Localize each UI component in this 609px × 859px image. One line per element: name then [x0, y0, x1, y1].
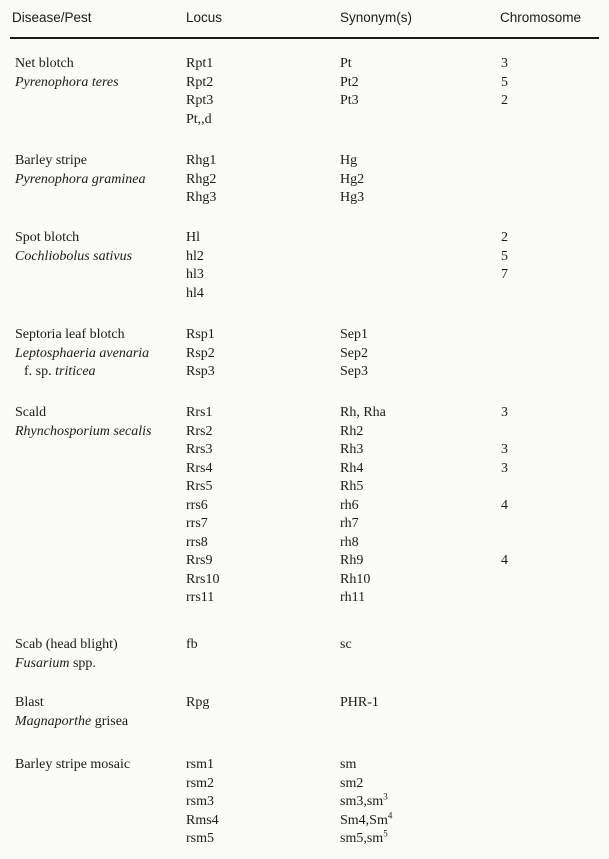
locus-cell: Rhg2 [186, 171, 217, 187]
synonym-cell [340, 571, 370, 589]
synonym-text: Pt2 [340, 74, 359, 90]
header-synonyms: Synonym(s) [340, 10, 413, 25]
synonym-cell [340, 189, 364, 207]
synonym-cell [340, 636, 352, 654]
synonym-cell [340, 55, 352, 73]
chromosome-cell: 3 [501, 405, 508, 420]
locus-cell: Rpt2 [186, 74, 214, 90]
synonym-cell [340, 171, 364, 189]
locus-cell: Rsp1 [186, 327, 215, 342]
synonym-text: Sep1 [340, 327, 368, 342]
locus-cell: Rrs5 [186, 479, 213, 494]
chromosome-cell: 2 [501, 230, 508, 245]
synonym-cell [340, 775, 363, 793]
locus-cell: Rrs3 [186, 442, 213, 457]
locus-cell: Rhg3 [186, 190, 217, 205]
synonym-cell [340, 441, 363, 459]
disease-name: Net blotch [15, 56, 74, 71]
locus-cell: Rpt1 [186, 56, 214, 71]
synonym-cell [340, 497, 359, 515]
chromosome-cell: 2 [501, 93, 508, 108]
locus-cell: rrs6 [186, 497, 208, 513]
locus-cell: hl2 [186, 248, 204, 264]
chromosome-cell: 3 [501, 442, 508, 457]
organism-name: f. sp. triticea [24, 364, 96, 379]
locus-cell: rrs7 [186, 516, 208, 531]
header-chromosome: Chromosome [500, 10, 582, 25]
synonym-cell [340, 92, 359, 110]
locus-cell: Rrs4 [186, 460, 213, 476]
synonym-cell [340, 363, 368, 381]
locus-cell: rsm3 [186, 794, 214, 809]
synonym-cell [340, 552, 363, 570]
synonym-text: Rh5 [340, 479, 364, 494]
synonym-text: rh7 [340, 516, 359, 531]
synonym-text: sm [340, 757, 357, 772]
locus-cell: hl4 [186, 285, 204, 301]
synonym-cell [340, 756, 356, 774]
synonym-text: sm3,sm [340, 794, 384, 809]
locus-cell: Rrs9 [186, 553, 213, 568]
synonym-text: sm2 [340, 775, 364, 791]
synonym-text: Sm4,Sm [340, 812, 388, 828]
synonym-cell [340, 460, 363, 478]
synonym-cell [340, 589, 365, 607]
synonym-text: Rh, Rha [340, 405, 386, 420]
organism-name: Leptosphaeria avenaria [15, 345, 150, 361]
locus-cell: Rrs10 [186, 571, 220, 587]
locus-cell: rsm5 [186, 831, 214, 846]
locus-cell: rsm2 [186, 775, 214, 791]
locus-cell: Rsp3 [186, 364, 215, 379]
synonym-text: Hg3 [340, 190, 365, 205]
synonym-superscript: 3 [383, 791, 388, 802]
synonym-text: Rh10 [340, 571, 371, 587]
header-rule [10, 37, 599, 39]
locus-cell: Rhg1 [186, 153, 217, 168]
chromosome-cell: 5 [501, 74, 508, 90]
synonym-cell [340, 534, 359, 552]
locus-cell: Rsp2 [186, 345, 215, 361]
chromosome-cell: 7 [501, 267, 508, 282]
synonym-text: Rh9 [340, 553, 364, 568]
chromosome-cell: 5 [501, 248, 508, 264]
organism-name: Fusarium spp. [15, 655, 96, 671]
synonym-cell [340, 404, 386, 422]
disease-name: Blast [15, 695, 44, 710]
locus-cell: Rrs1 [186, 405, 213, 420]
disease-name: Barley stripe [15, 153, 87, 168]
locus-cell: rrs11 [186, 590, 215, 605]
header-disease: Disease/Pest [12, 10, 92, 25]
organism-name: Cochliobolus sativus [15, 248, 133, 264]
chromosome-cell: 3 [501, 56, 508, 71]
synonym-superscript: 4 [387, 809, 393, 820]
synonym-text: rh11 [340, 590, 366, 605]
locus-cell: fb [186, 637, 198, 652]
synonym-text: rh6 [340, 497, 359, 513]
synonym-cell [340, 830, 388, 848]
synonym-cell [340, 345, 368, 363]
synonym-text: Hg2 [340, 171, 365, 187]
synonym-text: Sep2 [340, 345, 368, 361]
synonym-text: Rh2 [340, 423, 364, 439]
synonym-cell [340, 793, 388, 811]
synonym-text: Pt [340, 56, 352, 71]
table-header [0, 10, 609, 34]
synonym-text: Rh4 [340, 460, 364, 476]
chromosome-cell: 3 [501, 460, 508, 476]
locus-cell: Rrs2 [186, 423, 213, 439]
synonym-cell [340, 326, 368, 344]
synonym-text: sm5,sm [340, 831, 384, 846]
synonym-cell [340, 694, 379, 712]
organism-name: Magnaporthe grisea [15, 713, 129, 729]
chromosome-cell: 4 [501, 497, 508, 513]
disease-name: Spot blotch [15, 230, 80, 245]
locus-cell: Hl [186, 230, 200, 245]
locus-cell: hl3 [186, 267, 204, 282]
synonym-cell [340, 74, 359, 92]
header-locus: Locus [186, 10, 223, 25]
organism-name: Pyrenophora teres [15, 74, 119, 90]
chromosome-cell: 4 [501, 553, 508, 568]
synonym-text: Hg [340, 153, 358, 168]
synonym-cell [340, 515, 359, 533]
locus-cell: Rpt3 [186, 93, 214, 108]
synonym-text: PHR-1 [340, 695, 379, 710]
organism-name: Pyrenophora graminea [15, 171, 146, 187]
synonym-text: rh8 [340, 534, 359, 550]
organism-name: Rhynchosporium secalis [15, 423, 152, 439]
locus-cell: Rpg [186, 695, 210, 710]
locus-cell: Rms4 [186, 812, 219, 828]
disease-name: Scab (head blight) [15, 637, 118, 652]
disease-name: Barley stripe mosaic [15, 757, 131, 772]
locus-cell: Pt,,d [186, 111, 212, 127]
synonym-text: Sep3 [340, 364, 368, 379]
disease-name: Scald [15, 405, 47, 420]
synonym-cell [340, 423, 363, 441]
synonym-text: sc [340, 637, 352, 652]
disease-name: Septoria leaf blotch [15, 327, 125, 342]
synonym-text: Rh3 [340, 442, 364, 457]
synonym-cell [340, 152, 357, 170]
synonym-superscript: 5 [383, 828, 388, 839]
synonym-cell [340, 478, 363, 496]
synonym-text: Pt3 [340, 93, 359, 108]
locus-cell: rrs8 [186, 534, 208, 550]
locus-cell: rsm1 [186, 757, 214, 772]
synonym-cell [340, 809, 393, 830]
